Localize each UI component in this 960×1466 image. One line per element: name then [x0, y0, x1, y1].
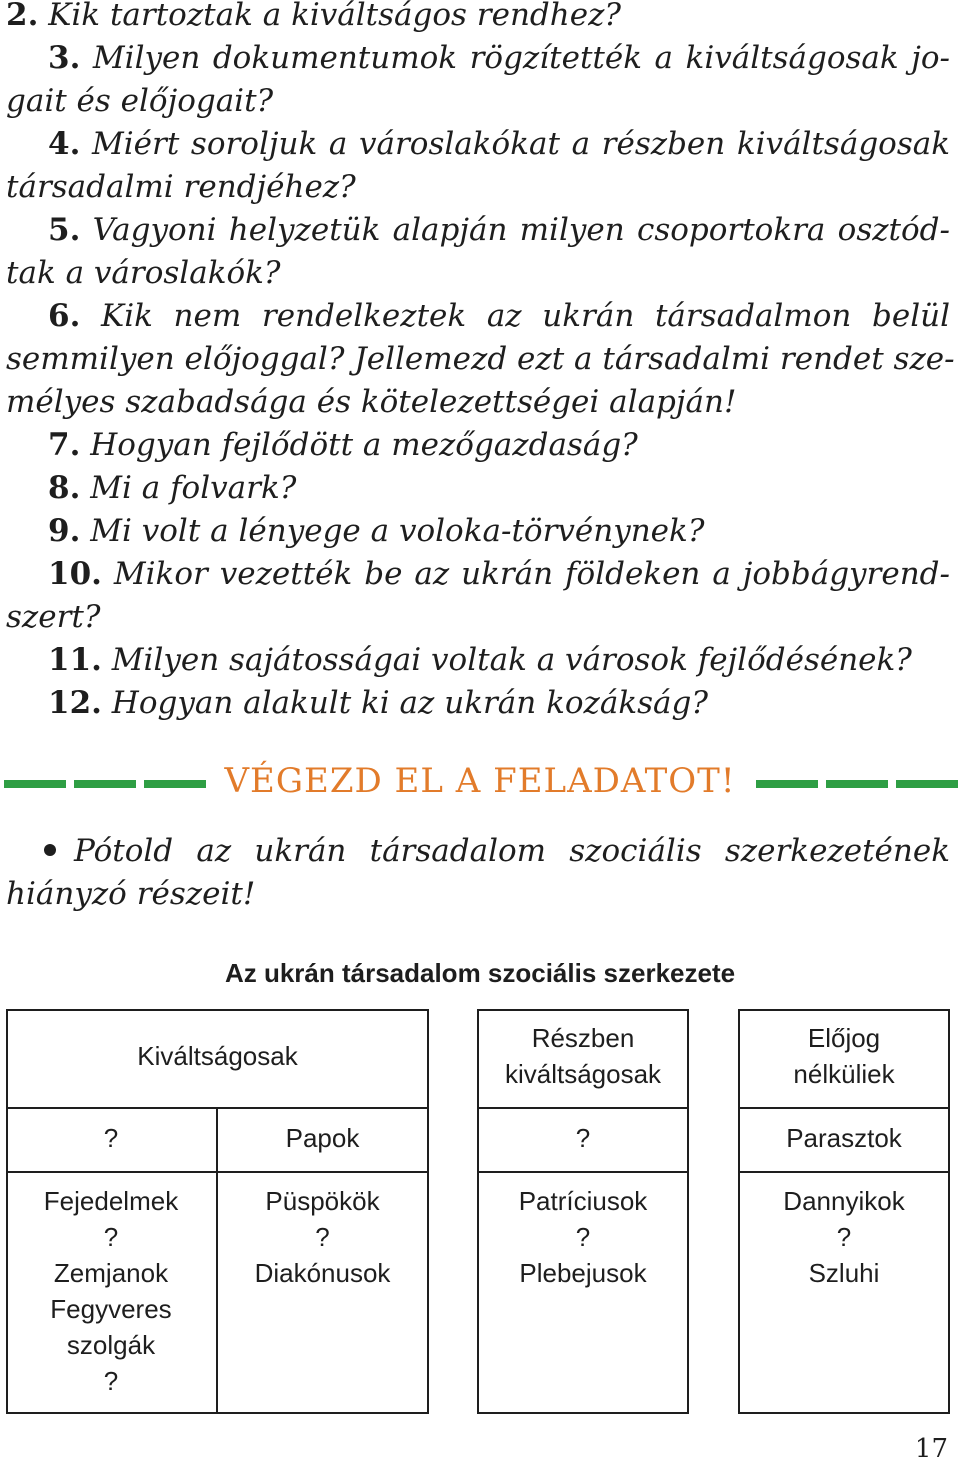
question-number: 6.: [48, 298, 81, 334]
question-text: Mikor vezették be az ukrán földeken a jobbágyrend-: [113, 556, 950, 592]
bullet-icon: [44, 844, 56, 856]
question-text: Milyen sajátosságai voltak a városok fejlődésének?: [111, 642, 912, 678]
page-number: 17: [914, 1434, 948, 1464]
list-item: ?: [575, 1222, 591, 1252]
question-12: [6, 682, 950, 725]
question-number: 7.: [48, 427, 81, 463]
list-item: Fegyveres: [50, 1294, 172, 1324]
question-2: [6, 0, 950, 37]
question-number: 10.: [48, 556, 102, 592]
list-item: ?: [315, 1222, 330, 1252]
question-number: 3.: [48, 40, 81, 76]
col-peasants: [738, 1183, 950, 1291]
question-text: Kik nem rendelkeztek az ukrán társadalmon belül: [101, 298, 951, 334]
question-text: Kik tartoztak a kiváltságos rendhez?: [48, 0, 622, 33]
question-number: 9.: [48, 513, 81, 549]
question-5: [6, 209, 950, 295]
list-item: ?: [836, 1222, 852, 1252]
task-banner: [0, 760, 960, 810]
list-item: ?: [103, 1366, 119, 1396]
question-number: 12.: [48, 685, 102, 721]
list-item: Dannyikok: [783, 1186, 905, 1216]
list-item: Püspökök: [265, 1186, 380, 1216]
list-item: Diakónusok: [254, 1258, 391, 1288]
task-text-cont: hiányzó részeit!: [6, 876, 256, 912]
col-secular: [6, 1183, 216, 1399]
divider: [738, 1107, 950, 1109]
question-6: [6, 295, 955, 424]
question-text-cont: gait és előjogait?: [6, 83, 274, 119]
question-text-cont: mélyes szabadsága és kötelezettségei alapján!: [6, 384, 737, 420]
question-number: 2.: [6, 0, 39, 33]
subheader-unknown: ?: [575, 1123, 591, 1153]
subheader-priests: Papok: [285, 1123, 360, 1153]
question-11: [6, 639, 950, 682]
list-item: ?: [103, 1222, 119, 1252]
question-10: [6, 553, 950, 639]
question-number: 5.: [48, 212, 81, 248]
question-number: 4.: [48, 126, 81, 162]
subheader-peasants: Parasztok: [786, 1123, 902, 1153]
header-line: Előjog: [807, 1023, 881, 1053]
divider: [477, 1107, 689, 1109]
header-line: Részben: [531, 1023, 635, 1053]
col-townspeople: [477, 1183, 689, 1291]
question-text-cont: szert?: [6, 599, 101, 635]
divider: [738, 1171, 950, 1173]
list-item: Patríciusok: [518, 1186, 648, 1216]
header-privileged: Kiváltságosak: [137, 1041, 298, 1071]
header-unprivileged: [738, 1020, 950, 1092]
question-text: Mi volt a lényege a voloka-törvénynek?: [90, 513, 705, 549]
question-number: 11.: [48, 642, 102, 678]
list-item: Zemjanok: [53, 1258, 169, 1288]
banner-title: VÉGEZD EL A FELADATOT!: [224, 761, 736, 801]
banner-dash: [826, 780, 888, 788]
question-text: Vagyoni helyzetük alapján milyen csoportokra osztód-: [92, 212, 951, 248]
list-item: szolgák: [66, 1330, 156, 1360]
question-text: Mi a folvark?: [90, 470, 297, 506]
question-3: [6, 37, 950, 123]
header-line: kiváltságosak: [504, 1059, 662, 1089]
question-text-cont: társadalmi rendjéhez?: [6, 169, 356, 205]
question-7: [6, 424, 950, 467]
question-text-cont: semmilyen előjoggal? Jellemezd ezt a társadalmi rendet sze-: [6, 341, 955, 377]
question-9: [6, 510, 950, 553]
header-line: nélküliek: [793, 1059, 895, 1089]
question-text: Milyen dokumentumok rögzítették a kiváltságosak jo-: [92, 40, 950, 76]
header-partial: [477, 1020, 689, 1092]
task-instruction: [6, 830, 950, 916]
divider: [477, 1171, 689, 1173]
list-item: Plebejusok: [519, 1258, 647, 1288]
banner-dash: [896, 780, 958, 788]
question-text-cont: tak a városlakók?: [6, 255, 281, 291]
col-clergy: [216, 1183, 429, 1291]
question-text: Hogyan alakult ki az ukrán kozákság?: [111, 685, 709, 721]
question-text: Hogyan fejlődött a mezőgazdaság?: [90, 427, 638, 463]
banner-dash: [756, 780, 818, 788]
list-item: Szluhi: [808, 1258, 880, 1288]
question-4: [6, 123, 950, 209]
question-8: [6, 467, 950, 510]
task-text: Pótold az ukrán társadalom szociális szerkezetének: [74, 833, 950, 869]
subheader-unknown: ?: [103, 1123, 119, 1153]
list-item: Fejedelmek: [43, 1186, 179, 1216]
question-number: 8.: [48, 470, 81, 506]
table-title: Az ukrán társadalom szociális szerkezete: [224, 958, 736, 988]
question-text: Miért soroljuk a városlakókat a részben kiváltságosak: [92, 126, 951, 162]
